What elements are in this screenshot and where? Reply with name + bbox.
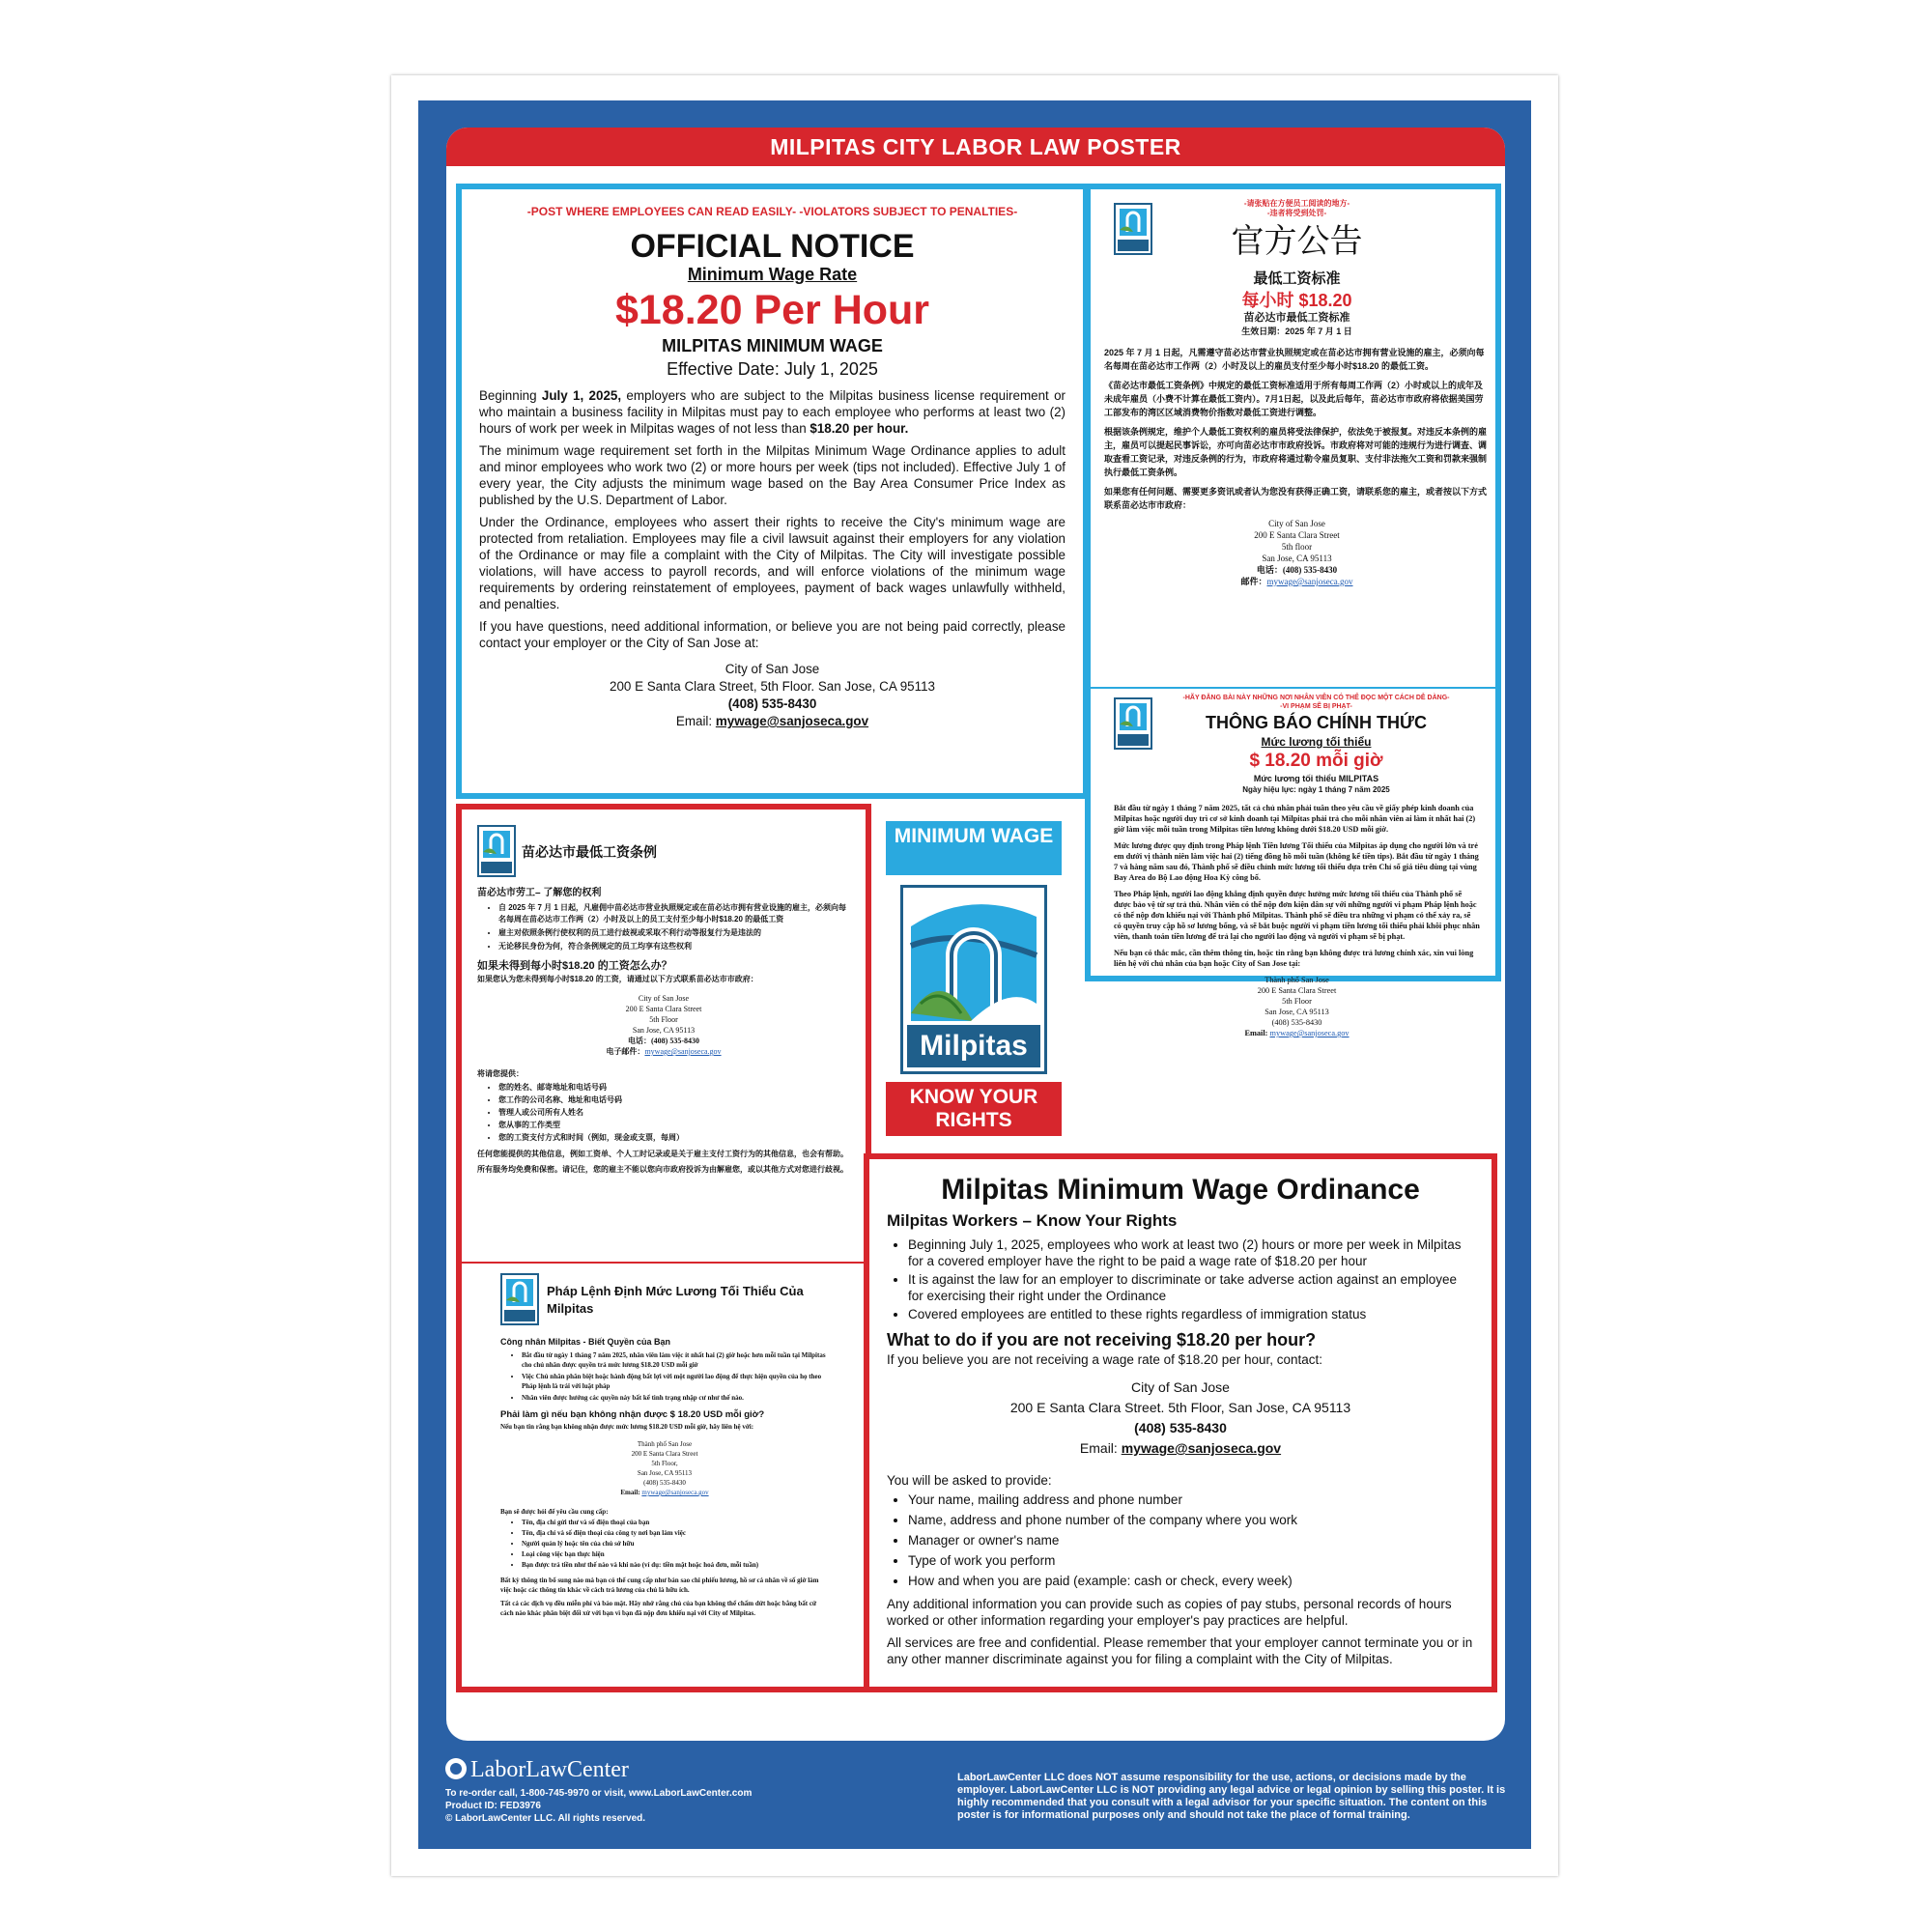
chinese-rate: 每小时 $18.20 <box>1241 291 1352 310</box>
vietnamese-contact-street: 200 E Santa Clara Street <box>1257 986 1337 995</box>
list-item: • Beginning July 1, 2025, employees who work at least two (2) hours or more per week in Milpitas for a covered employer have the right to be paid a wage rate of $18.20 per hour <box>908 1236 1474 1269</box>
vietnamese-ordinance-final: Tất cả các dịch vụ đều miễn phí và bảo mật. Hãy nhớ rằng chủ của bạn không thể chấm dứt hoặc bằng bất cứ cách nào khác phân biệt đối xử với bạn vì bạn đã nộp đơn khiếu nại với City of Milpitas. <box>500 1600 817 1617</box>
vietnamese-contact-email-row: Email: mywage@sanjoseca.gov <box>1244 1029 1350 1037</box>
list-item: • Name, address and phone number of the company where you work <box>908 1511 1474 1529</box>
english-title: OFFICIAL NOTICE <box>630 228 915 265</box>
banner-title: MILPITAS CITY LABOR LAW POSTER <box>446 128 1505 166</box>
english-paragraph-1: Beginning July 1, 2025, employers who are subject to the Milpitas business license requirement or who maintain a business facility in Milpitas must pay to each employee who performs at least two (2) hours of work per week in Milpitas wages of not less than $18.20 per hour. <box>479 388 1065 436</box>
footer-brand: LaborLawCenter <box>470 1757 629 1782</box>
english-paragraph-4: If you have questions, need additional information, or believe you are not being paid correctly, please contact your employer or the City of San Jose at: <box>479 619 1065 650</box>
milpitas-logo-icon <box>1114 697 1152 750</box>
footer-brand-row <box>445 1756 793 1783</box>
chinese-ordinance-contact-floor: 5th Floor <box>649 1015 678 1024</box>
english-ordinance-provide-heading: You will be asked to provide: <box>887 1473 1052 1488</box>
list-item: • Tên, địa chỉ gửi thư và số điện thoại của bạn <box>522 1519 829 1527</box>
english-ordinance-provide-list <box>887 1491 1474 1590</box>
chinese-ordinance-question-text: 如果您认为您未得到每小时$18.20 的工资，请通过以下方式联系苗必达市市政府： <box>477 975 758 983</box>
english-contact-email[interactable]: mywage@sanjoseca.gov <box>715 714 869 728</box>
milpitas-logo <box>900 885 1047 1074</box>
english-contact-email-row: Email: mywage@sanjoseca.gov <box>675 714 869 728</box>
list-item: • 您的姓名、邮寄地址和电话号码 <box>498 1082 850 1093</box>
list-item: • Bắt đầu từ ngày 1 tháng 7 năm 2025, nhân viên làm việc ít nhất hai (2) giờ hoặc hơn mỗi tuần tại Milpitas cho chủ nhân được quyền trả mức lương $18.20 USD mỗi giờ <box>522 1350 829 1370</box>
chinese-ordinance-title: 苗必达市最低工资条例 <box>522 844 657 860</box>
list-item: • Manager or owner's name <box>908 1531 1474 1549</box>
list-item: • 您的工资支付方式和时间（例如，现金或支票，每周） <box>498 1132 850 1143</box>
chinese-contact-street: 200 E Santa Clara Street <box>1254 530 1340 540</box>
right-panel-divider <box>1091 687 1495 689</box>
vietnamese-paragraph-1: Bắt đầu từ ngày 1 tháng 7 năm 2025, tất cả chủ nhân phải tuân theo yêu cầu về giấy phép kinh doanh của Milpitas hoặc người duy trì cơ sở kinh doanh tại Milpitas phải trả cho mỗi nhân viên ai làm ít nhất hai (2) giờ làm việc mỗi tuần trong Milpitas tiền lương không dưới $18.20 USD mỗi giờ. <box>1114 804 1476 834</box>
chinese-paragraph-1: 2025 年 7 月 1 日起，凡需遵守苗必达市营业执照规定或在苗必达市拥有营业设施的雇主，必须向每名每周在苗必达市工作两（2）小时及以上的雇员支付至少每小时$18.20 的最低工资。 <box>1104 348 1485 371</box>
english-contact-address: 200 E Santa Clara Street, 5th Floor. San Jose, CA 95113 <box>610 679 935 694</box>
english-rate: $18.20 Per Hour <box>614 287 930 333</box>
vietnamese-ordinance-contact-email[interactable]: mywage@sanjoseca.gov <box>641 1489 709 1496</box>
english-ordinance-heading: Milpitas Workers – Know Your Rights <box>887 1211 1178 1230</box>
chinese-ordinance-contact-email[interactable]: mywage@sanjoseca.gov <box>644 1047 722 1056</box>
vietnamese-effective-date: Ngày hiệu lực: ngày 1 tháng 7 năm 2025 <box>1242 785 1390 794</box>
list-item: • 管理人或公司所有人姓名 <box>498 1107 850 1118</box>
footer-product-id: Product ID: FED3976 <box>445 1801 541 1811</box>
vietnamese-ordinance-question-text: Nếu bạn tin rằng bạn không nhận được mức lương $18.20 USD mỗi giờ, hãy liên hệ với: <box>500 1423 754 1431</box>
vietnamese-ordinance-contact-street: 200 E Santa Clara Street <box>631 1450 698 1458</box>
chinese-ordinance-contact-phone: 电话：(408) 535-8430 <box>628 1037 699 1045</box>
vietnamese-subtitle: Mức lương tối thiểu <box>1261 735 1372 749</box>
chinese-ordinance-provide-heading: 将请您提供： <box>477 1069 524 1078</box>
vietnamese-contact-email[interactable]: mywage@sanjoseca.gov <box>1269 1029 1350 1037</box>
english-wage-name: MILPITAS MINIMUM WAGE <box>662 336 883 355</box>
milpitas-logo-icon <box>500 1273 539 1325</box>
chinese-ordinance-contact-email-row: 电子邮件：mywage@sanjoseca.gov <box>606 1047 722 1056</box>
english-ordinance-contact-email[interactable]: mywage@sanjoseca.gov <box>1121 1440 1282 1456</box>
vietnamese-ordinance-contact-name: Thành phố San Jose <box>637 1440 693 1448</box>
english-subtitle: Minimum Wage Rate <box>687 265 858 284</box>
list-item: • Người quản lý hoặc tên của chủ sở hữu <box>522 1540 829 1548</box>
english-ordinance-panel <box>864 1153 1497 1692</box>
chinese-contact-email[interactable]: mywage@sanjoseca.gov <box>1266 577 1353 586</box>
chinese-contact-floor: 5th floor <box>1281 542 1313 552</box>
vietnamese-warning-1: -HÃY ĐĂNG BÀI NÀY NHỮNG NƠI NHÂN VIÊN CÓ THỂ ĐỌC MỘT CÁCH DỄ DÀNG- <box>1182 695 1450 701</box>
vietnamese-notice <box>1104 694 1490 1038</box>
chinese-warning-1: -请张贴在方便员工阅读的地方- <box>1243 199 1350 208</box>
vietnamese-ordinance-question: Phải làm gì nếu bạn không nhận được $ 18.20 USD mỗi giờ? <box>500 1409 765 1420</box>
list-item: • It is against the law for an employer to discriminate or take adverse action against an employee for exercising their right under the Ordinance <box>908 1271 1474 1304</box>
chinese-ordinance-question: 如果未得到每小时$18.20 的工资怎么办？ <box>477 960 672 972</box>
chinese-paragraph-2: 《苗必达市最低工资条例》中规定的最低工资标准适用于所有每周工作两（2）小时或以上的成年及未成年雇员（小费不计算在最低工资内）。7月1日起，以及此后每年，苗必达市市政府将依据美国劳工部发布的湾区区域消费物价指数对最低工资进行调整。 <box>1104 381 1484 417</box>
logo-text: Milpitas <box>920 1030 1028 1062</box>
vietnamese-contact-phone: (408) 535-8430 <box>1271 1018 1322 1027</box>
vietnamese-contact-name: Thành phố San Jose <box>1264 976 1329 984</box>
english-ordinance-contact-address: 200 E Santa Clara Street. 5th Floor, San Jose, CA 95113 <box>1009 1400 1351 1415</box>
vietnamese-ordinance-heading: Công nhân Milpitas - Biết Quyền của Bạn <box>500 1337 671 1347</box>
english-ordinance-final: All services are free and confidential. Please remember that your employer cannot terminate you or in any other manner discriminate against you for filing a complaint with the City of Milpitas. <box>887 1635 1473 1666</box>
brand-logo-icon <box>445 1758 467 1779</box>
vietnamese-contact-floor: 5th Floor <box>1282 997 1312 1006</box>
list-item: • Type of work you perform <box>908 1551 1474 1570</box>
chinese-ordinance-bullets <box>477 902 850 952</box>
vietnamese-rate: $ 18.20 mỗi giờ <box>1249 751 1383 771</box>
list-item: • Bạn được trả tiền như thế nào và khi nào (ví dụ: tiền mặt hoặc hoá đơn, mỗi tuần) <box>522 1561 829 1570</box>
poster-content <box>446 128 1505 1741</box>
chinese-ordinance-provide-list <box>477 1082 850 1143</box>
list-item: • 您工作的公司名称、地址和电话号码 <box>498 1094 850 1105</box>
english-contact-name: City of San Jose <box>724 662 820 676</box>
english-ordinance-title: Milpitas Minimum Wage Ordinance <box>941 1174 1420 1206</box>
chinese-ordinance-final: 所有服务均免费和保密。请记住，您的雇主不能以您向市政府投诉为由解雇您，或以其他方式对您进行歧视。 <box>477 1165 848 1174</box>
vietnamese-warning-2: -VI PHẠM SẼ BỊ PHẠT- <box>1280 703 1352 710</box>
list-item: • Nhân viên được hưởng các quyền này bất kể tình trạng nhập cư như thế nào. <box>522 1393 829 1403</box>
vietnamese-contact-city: San Jose, CA 95113 <box>1264 1008 1329 1016</box>
list-item: • 您从事的工作类型 <box>498 1120 850 1130</box>
vietnamese-ordinance-contact-email-row: Email: mywage@sanjoseca.gov <box>620 1489 709 1496</box>
chinese-paragraph-4: 如果您有任何问题、需要更多资讯或者认为您没有获得正确工资，请联系您的雇主，或者按以下方式联系苗必达市市政府： <box>1104 487 1488 510</box>
vietnamese-wage-name: Mức lương tối thiểu MILPITAS <box>1253 774 1379 783</box>
list-item: • 自 2025 年 7 月 1 日起，凡雇佣中苗必达市营业执照规定或在苗必达市拥有营业设施的雇主，必须向每名每周在苗必达市工作两（2）小时及以上的员工支付至少每小时$18.20 的最低工资 <box>498 902 850 925</box>
english-ordinance-extra: Any additional information you can provide such as copies of pay stubs, personal records of hours worked or other information regarding your employer's pay practices are helpful. <box>887 1597 1452 1628</box>
milpitas-logo-icon <box>1114 203 1152 255</box>
chinese-notice <box>1104 199 1490 587</box>
left-panel-divider <box>462 1262 866 1264</box>
chinese-subtitle: 最低工资标准 <box>1253 270 1341 287</box>
vietnamese-ordinance-title: Pháp Lệnh Định Mức Lương Tối Thiểu Của Milpitas <box>547 1284 804 1316</box>
vietnamese-ordinance-contact-floor: 5th Floor, <box>651 1460 678 1467</box>
vietnamese-ordinance-contact-city: San Jose, CA 95113 <box>637 1469 693 1477</box>
list-item: • 无论移民身份为何，符合条例规定的员工均享有这些权利 <box>498 941 850 952</box>
footer-disclaimer: LaborLawCenter LLC does NOT assume responsibility for the use, actions, or decisions made by the employer. LaborLawCenter LLC is NOT providing any legal advice or legal opinion by selling this poster. It is highly recommended that you consult with a legal advisor for your specific situation. The content on this poster is for informational purposes only and should not take the place of formal training. <box>957 1772 1506 1821</box>
chinese-effective-date: 生效日期：2025 年 7 月 1 日 <box>1241 327 1352 336</box>
chinese-ordinance-contact-name: City of San Jose <box>638 994 690 1003</box>
right-notice-panel <box>1085 184 1501 1037</box>
list-item: • Loại công việc bạn thực hiện <box>522 1550 829 1559</box>
english-ordinance-contact-name: City of San Jose <box>1131 1379 1230 1395</box>
english-ordinance-question-text: If you believe you are not receiving a wage rate of $18.20 per hour, contact: <box>887 1352 1323 1367</box>
english-ordinance-bullets <box>887 1236 1474 1322</box>
english-paragraph-2: The minimum wage requirement set forth in the Milpitas Minimum Wage Ordinance applies to adult and minor employees who work two (2) or more hours per week (tips not included). Effective July 1 of every year, the City adjusts the minimum wage based on the Bay Area Consumer Price Index as published by the U.S. Department of Labor. <box>479 443 1065 507</box>
english-effective-date: Effective Date: July 1, 2025 <box>667 359 878 379</box>
chinese-ordinance-contact-city: San Jose, CA 95113 <box>632 1026 696 1035</box>
english-warning: -POST WHERE EMPLOYEES CAN READ EASILY- -VIOLATORS SUBJECT TO PENALTIES- <box>526 205 1018 218</box>
chinese-ordinance-extra: 任何您能提供的其他信息，例如工资单、个人工时记录或是关于雇主支付工资行为的其他信息，也会有帮助。 <box>477 1150 848 1158</box>
list-item: • Việc Chủ nhân phân biệt hoặc hành động bất lợi với một người lao động để thực hiện quyền của họ theo Pháp lệnh là trái với luật pháp <box>522 1372 829 1391</box>
list-item: • Your name, mailing address and phone number <box>908 1491 1474 1509</box>
chinese-wage-name: 苗必达市最低工资标准 <box>1243 312 1350 324</box>
english-contact-phone: (408) 535-8430 <box>727 696 817 711</box>
chinese-contact-phone: 电话：(408) 535-8430 <box>1256 565 1338 575</box>
footer-left <box>445 1756 793 1825</box>
chinese-warning-2: -违者将受到处罚- <box>1266 209 1327 217</box>
minimum-wage-label: MINIMUM WAGE <box>886 821 1062 875</box>
milpitas-logo-icon <box>477 825 516 877</box>
vietnamese-paragraph-3: Theo Pháp lệnh, người lao động khẳng định quyền được hưởng mức lương tối thiểu của Thành phố sẽ được bảo vệ từ sự trả thù. Nhân viên có thể nộp đơn kiện dân sự với những người vi phạm Pháp lệnh hoặc có thể nộp đơn khiếu nại với Thành phố Milpitas. Thành phố sẽ điều tra những vi phạm có thể xảy ra, sẽ có quyền truy cập hồ sơ lương bổng, và sẽ bắt buộc người vi phạm tiền lương tối thiểu phải khôi phục nhân viên, thanh toán tiền lương để trả lại cho người lao động và người vi phạm sẽ bị phạt. <box>1114 890 1480 941</box>
vietnamese-title: THÔNG BÁO CHÍNH THỨC <box>1206 713 1427 732</box>
english-ordinance-contact-email-row: Email: mywage@sanjoseca.gov <box>1079 1440 1282 1456</box>
chinese-ordinance <box>477 825 850 1176</box>
chinese-ordinance-contact-street: 200 E Santa Clara Street <box>625 1005 702 1013</box>
vietnamese-ordinance-provide-heading: Bạn sẽ được hỏi để yêu cầu cung cấp: <box>500 1508 609 1516</box>
english-ordinance-question: What to do if you are not receiving $18.20 per hour? <box>887 1330 1317 1350</box>
vietnamese-ordinance-contact-phone: (408) 535-8430 <box>643 1479 686 1487</box>
vietnamese-ordinance-extra: Bất kỳ thông tin bổ sung nào mà bạn có thể cung cấp như bản sao chi phiếu lương, hồ sơ cá nhân về số giờ làm việc hoặc các thông tin khác về cách trả lương của chủ là hữu ích. <box>500 1577 819 1594</box>
list-item: • Tên, địa chỉ và số điện thoại của công ty nơi bạn làm việc <box>522 1529 829 1538</box>
list-item: • How and when you are paid (example: cash or check, every week) <box>908 1572 1474 1590</box>
chinese-paragraph-3: 根据该条例规定，维护个人最低工资权利的雇员将受法律保护，依法免于被报复。对违反本条例的雇主，雇员可以提起民事诉讼，亦可向苗必达市市政府投诉。市政府将对可能的违规行为进行调查、调取查看工资记录，对违反条例的行为，市政府将通过勒令雇员复职、支付非法拖欠工资和罚款来强制执行最低工资条例。 <box>1104 427 1488 477</box>
chinese-title: 官方公告 <box>1231 223 1363 260</box>
english-paragraph-3: Under the Ordinance, employees who assert their rights to receive the City's minimum wage are protected from retaliation. Employees may file a civil lawsuit against their employers for any violation of the Ordinance or may file a complaint with the City of Milpitas. The City will investigate possible violations, will have access to payroll records, and will enforce violations of the minimum wage requirements by ordering reinstatement of employees, payment of back wages unlawfully withheld, and penalties. <box>479 515 1065 611</box>
vietnamese-ordinance <box>500 1273 829 1618</box>
vietnamese-paragraph-4: Nếu bạn có thắc mắc, cần thêm thông tin, hoặc tin rằng bạn không được trả lương chính xác, xin vui lòng liên hệ với chủ nhân của bạn hoặc City of San Jose tại: <box>1114 949 1474 968</box>
list-item: • Covered employees are entitled to these rights regardless of immigration status <box>908 1306 1474 1322</box>
vietnamese-paragraph-2: Mức lương được quy định trong Pháp lệnh Tiền lương Tối thiểu của Milpitas áp dụng cho người lớn và trẻ em dưới vị thành niên làm việc hai (2) tiếng đồng hồ mỗi tuần (không kể tiền tips). Bắt đầu từ ngày 1 tháng 7 và hàng năm sau đó, Thành phố sẽ điều chỉnh mức lương tối thiểu dựa trên Chỉ số giá tiêu dùng tại vùng Bay Area do Bộ Lao động Hoa Kỳ công bố. <box>1114 841 1479 882</box>
chinese-ordinance-heading: 苗必达市劳工– 了解您的权利 <box>477 888 602 898</box>
vietnamese-ordinance-bullets <box>500 1350 829 1403</box>
list-item: • 雇主对依照条例行使权利的员工进行歧视或采取不利行动等报复行为是违法的 <box>498 927 850 939</box>
footer-reorder: To re-order call, 1-800-745-9970 or visit, www.LaborLawCenter.com <box>445 1788 753 1799</box>
know-your-rights-label: KNOW YOUR RIGHTS <box>886 1082 1062 1136</box>
chinese-contact-email-row: 邮件：mywage@sanjoseca.gov <box>1240 577 1353 586</box>
left-ordinance-panel <box>456 804 871 1692</box>
footer-copyright: © LaborLawCenter LLC. All rights reserved. <box>445 1813 646 1824</box>
english-ordinance-contact-phone: (408) 535-8430 <box>1134 1420 1227 1435</box>
vietnamese-ordinance-provide-list <box>500 1519 829 1570</box>
chinese-contact-city: San Jose, CA 95113 <box>1262 554 1332 563</box>
english-notice-panel <box>456 184 1089 799</box>
chinese-contact-name: City of San Jose <box>1268 519 1325 528</box>
